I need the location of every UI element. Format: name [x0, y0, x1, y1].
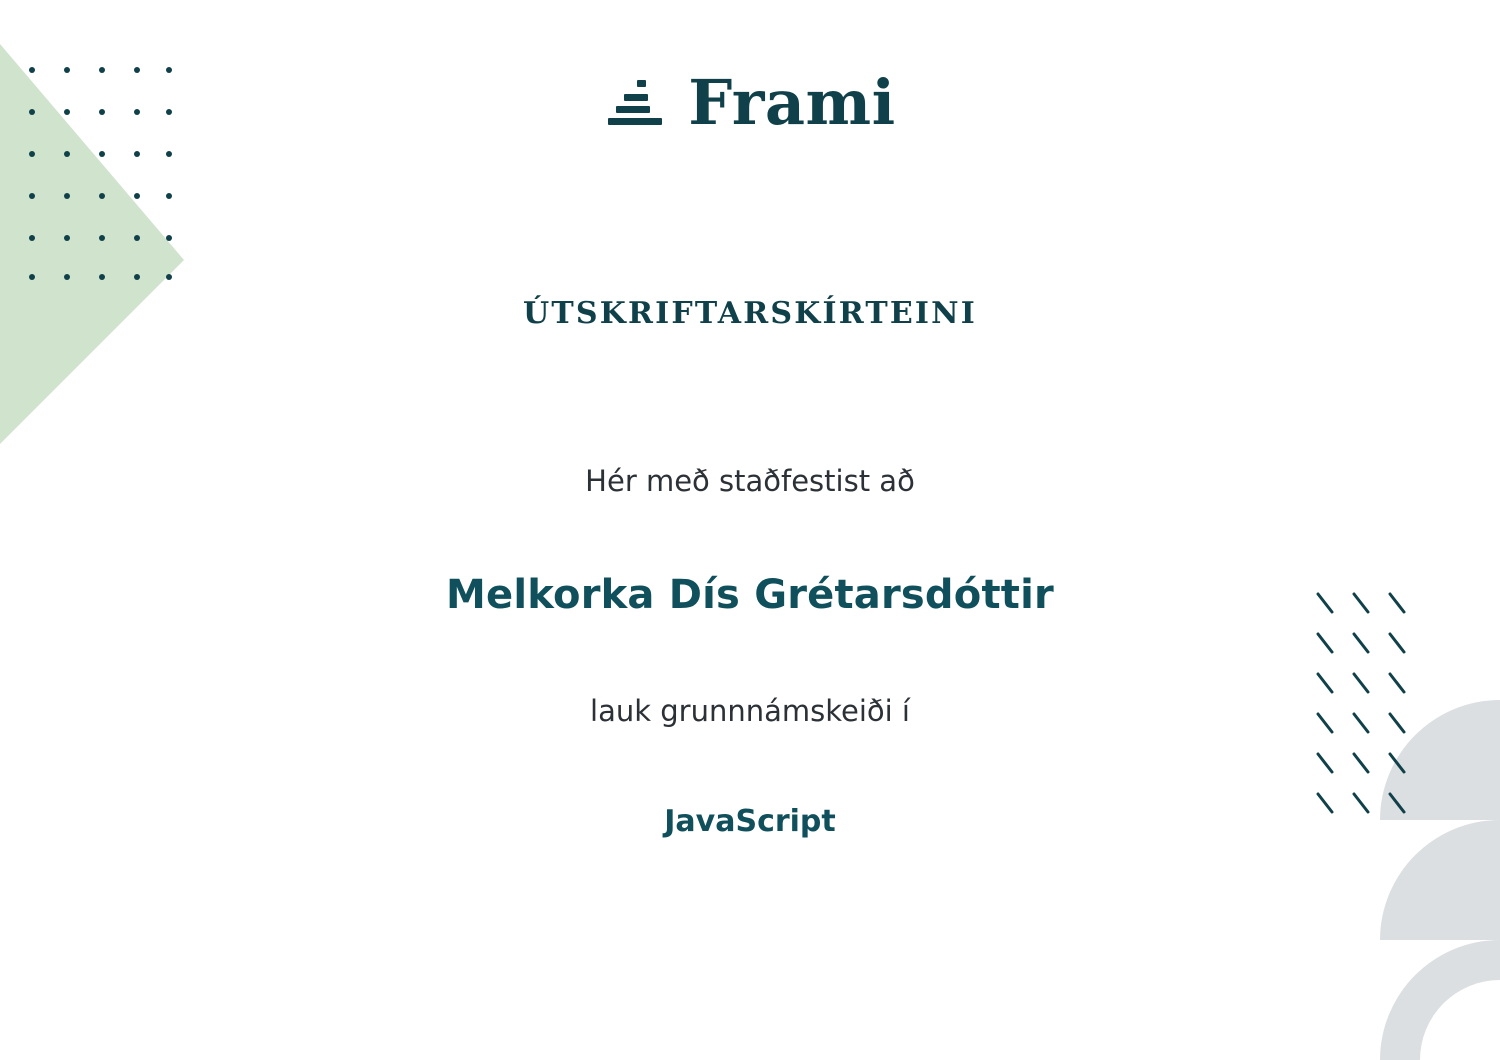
certificate-middle-line: lauk grunnnámskeiði í: [590, 694, 910, 728]
certificate-lead-line: Hér með staðfestist að: [585, 464, 915, 498]
brand-logo: [0, 66, 1500, 139]
page-title: ÚTSKRIFTARSKÍRTEINI: [522, 296, 978, 331]
recipient-name: Melkorka Dís Grétarsdóttir: [446, 572, 1054, 618]
stacked-lines-logo-icon: [604, 72, 666, 134]
brand-name: Frami: [688, 66, 896, 139]
course-name: JavaScript: [664, 804, 836, 839]
